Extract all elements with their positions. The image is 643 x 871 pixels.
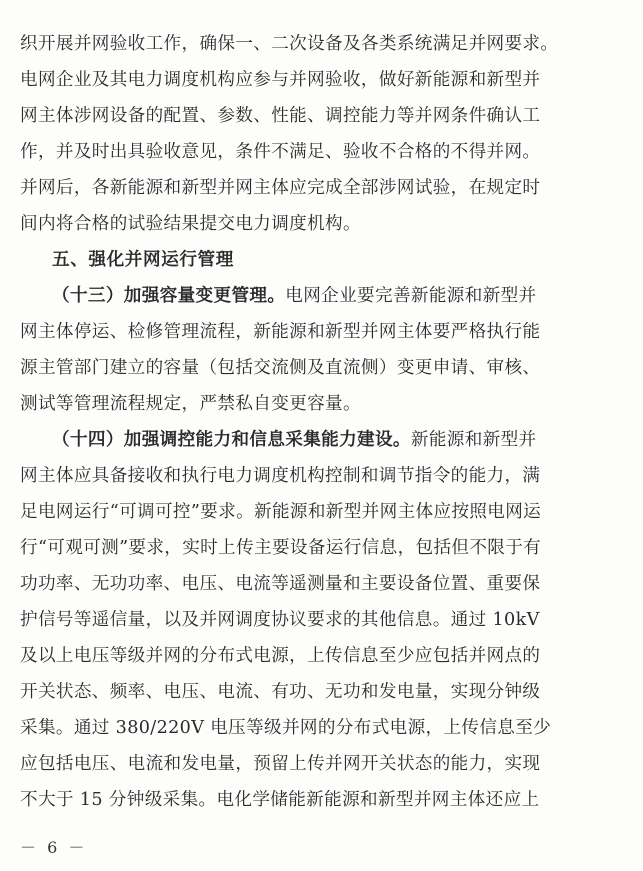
section-heading: 五、强化并网运行管理 xyxy=(52,250,234,270)
body-text-line: 不大于 15 分钟级采集。电化学储能新能源和新型并网主体还应上 xyxy=(20,790,540,810)
body-text-line: 并网后，各新能源和新型并网主体应完成全部涉网试验，在规定时 xyxy=(20,178,541,198)
body-text-line: 应包括电压、电流和发电量，预留上传并网开关状态的能力，实现 xyxy=(20,754,541,774)
body-text-line: 作，并及时出具验收意见，条件不满足、验收不合格的不得并网。 xyxy=(20,142,541,162)
body-text-line: 间内将合格的试验结果提交电力调度机构。 xyxy=(20,214,361,234)
item-13-title: （十三）加强容量变更管理。 xyxy=(52,286,286,306)
item-14-first-line xyxy=(52,428,624,452)
body-text-line: 源主管部门建立的容量（包括交流侧及直流侧）变更申请、审核、 xyxy=(20,358,541,378)
body-text-line: 功功率、无功功率、电压、电流等遥测量和主要设备位置、重要保 xyxy=(20,574,541,594)
body-text-line: 测试等管理流程规定，严禁私自变更容量。 xyxy=(20,394,361,414)
item-13-text: 电网企业要完善新能源和新型并 xyxy=(285,286,537,306)
body-text-line: 足电网运行“可调可控”要求。新能源和新型并网主体应按照电网运 xyxy=(20,502,542,522)
item-14-title: （十四）加强调控能力和信息采集能力建设。 xyxy=(52,430,411,450)
body-text-line: 行“可观可测”要求，实时上传主要设备运行信息，包括但不限于有 xyxy=(20,538,542,558)
body-text-line: 电网企业及其电力调度机构应参与并网验收，做好新能源和新型并 xyxy=(20,70,541,90)
item-14-text: 新能源和新型并 xyxy=(410,430,537,450)
page-number: － 6 － xyxy=(20,838,88,857)
body-text-line: 网主体应具备接收和执行电力调度机构控制和调节指令的能力，满 xyxy=(20,466,541,486)
body-text-line: 织开展并网验收工作，确保一、二次设备及各类系统满足并网要求。 xyxy=(20,34,559,54)
body-text-line: 护信号等遥信量，以及并网调度协议要求的其他信息。通过 10kV xyxy=(20,610,540,630)
item-13-first-line xyxy=(52,284,624,308)
body-text-line: 网主体涉网设备的配置、参数、性能、调控能力等并网条件确认工 xyxy=(20,106,541,126)
body-text-line: 及以上电压等级并网的分布式电源，上传信息至少应包括并网点的 xyxy=(20,646,541,666)
body-text-line: 采集。通过 380/220V 电压等级并网的分布式电源，上传信息至少 xyxy=(20,718,552,738)
body-text-line: 网主体停运、检修管理流程，新能源和新型并网主体要严格执行能 xyxy=(20,322,541,342)
body-text-line: 开关状态、频率、电压、电流、有功、无功和发电量，实现分钟级 xyxy=(20,682,541,702)
